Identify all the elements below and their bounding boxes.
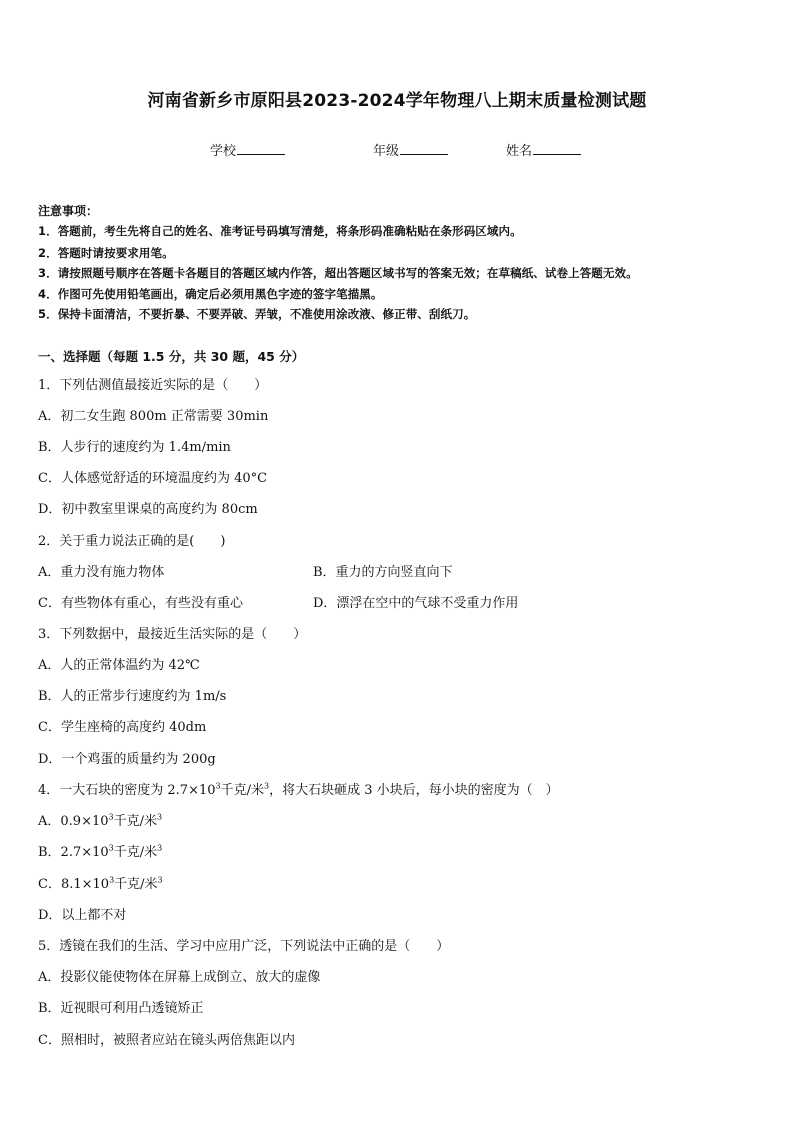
question-3-option-d[interactable]: D．一个鸡蛋的质量约为 200g: [38, 752, 216, 767]
question-5-option-b[interactable]: B．近视眼可利用凸透镜矫正: [38, 1001, 204, 1016]
question-4-option-a[interactable]: A．$0.9\times 10^3$千克/米$^3$: [38, 812, 163, 829]
note-item: 4．作图可先使用铅笔画出，确定后必须用黑色字迹的签字笔描黑。: [38, 287, 383, 301]
question-1-option-a[interactable]: A．初二女生跑 800m 正常需要 30min: [38, 409, 269, 424]
question-3-stem: 3．下列数据中，最接近生活实际的是（ ）: [38, 627, 307, 642]
question-4-option-d[interactable]: D．以上都不对: [38, 908, 127, 923]
name-blank[interactable]: [533, 142, 581, 155]
notes-heading: 注意事项：: [38, 204, 99, 218]
question-2-option-b[interactable]: B．重力的方向竖直向下: [313, 565, 453, 580]
grade-field[interactable]: [373, 140, 448, 159]
student-info-row: [0, 140, 794, 160]
question-5-stem: 5．透镜在我们的生活、学习中应用广泛，下列说法中正确的是（ ）: [38, 939, 450, 954]
question-2-option-a[interactable]: A．重力没有施力物体: [38, 565, 165, 580]
question-4-option-c[interactable]: C．$8.1\times 10^3$千克/米$^3$: [38, 875, 163, 892]
school-blank[interactable]: [237, 142, 285, 155]
school-label: 学校: [210, 144, 237, 159]
question-2-stem: 2．关于重力说法正确的是( ): [38, 534, 226, 549]
school-field[interactable]: [210, 140, 285, 159]
question-2-option-c[interactable]: C．有些物体有重心，有些没有重心: [38, 596, 243, 611]
question-1-option-c[interactable]: C．人体感觉舒适的环境温度约为 40°C: [38, 471, 268, 486]
question-5-option-a[interactable]: A．投影仪能使物体在屏幕上成倒立、放大的虚像: [38, 970, 321, 985]
question-4-stem: 4．一大石块的密度为 $2.7\times 10^3$千克/米$^3$，将大石块砸成 3 小块后，每小块的密度为（ ）: [38, 781, 559, 798]
question-5-option-c[interactable]: C．照相时，被照者应站在镜头两倍焦距以内: [38, 1033, 295, 1048]
question-1-stem: 1．下列估测值最接近实际的是（ ）: [38, 378, 268, 393]
name-label: 姓名: [506, 144, 533, 159]
grade-blank[interactable]: [400, 142, 448, 155]
question-2-option-d[interactable]: D．漂浮在空中的气球不受重力作用: [313, 596, 519, 611]
question-3-option-b[interactable]: B．人的正常步行速度约为 1m/s: [38, 689, 227, 704]
note-item: 5．保持卡面清洁，不要折暴、不要弄破、弄皱，不准使用涂改液、修正带、刮纸刀。: [38, 307, 476, 321]
name-field[interactable]: [506, 140, 581, 159]
section-title: 一、选择题（每题 1.5 分，共 30 题，45 分）: [38, 349, 305, 364]
question-1-option-d[interactable]: D．初中教室里课桌的高度约为 80cm: [38, 502, 258, 517]
question-1-option-b[interactable]: B．人步行的速度约为 1.4m/min: [38, 440, 231, 455]
question-3-option-a[interactable]: A．人的正常体温约为 42℃: [38, 658, 200, 673]
note-item: 1．答题前，考生先将自己的姓名、准考证号码填写清楚，将条形码准确粘贴在条形码区域内。: [38, 224, 522, 238]
question-4-option-b[interactable]: B．$2.7\times 10^3$千克/米$^3$: [38, 843, 163, 860]
note-item: 2．答题时请按要求用笔。: [38, 246, 174, 260]
question-3-option-c[interactable]: C．学生座椅的高度约 40dm: [38, 720, 207, 735]
note-item: 3．请按照题号顺序在答题卡各题目的答题区域内作答，超出答题区域书写的答案无效；在草稿纸、试卷上答题无效。: [38, 266, 638, 280]
grade-label: 年级: [373, 144, 400, 159]
page-title: 河南省新乡市原阳县2023-2024学年物理八上期末质量检测试题: [147, 91, 647, 111]
